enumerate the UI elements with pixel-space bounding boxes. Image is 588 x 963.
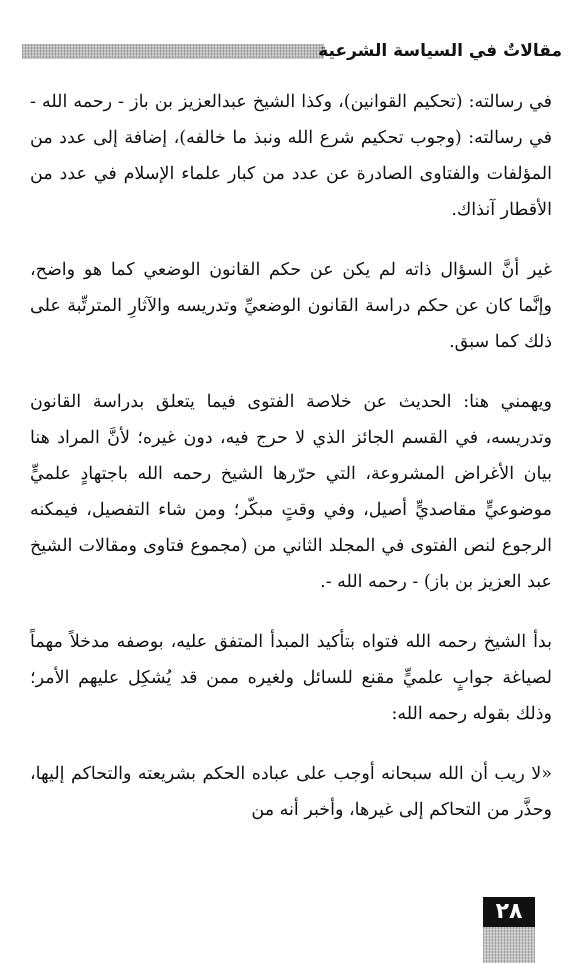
running-header: [22, 38, 562, 66]
page-number: ٢٨: [483, 897, 535, 927]
paragraph-2: غير أنَّ السؤال ذاته لم يكن عن حكم القانون الوضعي كما هو واضح، وإنَّما كان عن حكم دراسة القانون الوضعيِّ وتدريسه والآثارِ المترتِّبة على ذلك كما سبق.: [30, 260, 552, 352]
paragraph-4: بدأ الشيخ رحمه الله فتواه بتأكيد المبدأ المتفق عليه، بوصفه مدخلاً مهماً لصياغة جوابٍ علميٍّ مقنع للسائل ولغيره ممن قد يُشكِل عليهم الأمر؛ وذلك بقوله رحمه الله:: [30, 632, 552, 724]
paragraph-1: في رسالته: (تحكيم القوانين)، وكذا الشيخ عبدالعزيز بن باز - رحمه الله - في رسالته: (وجوب تحكيم شرع الله ونبذ ما خالفه)، إضافة إلى عدد من المؤلفات والفتاوى الصادرة عن عدد من كبار علماء الإسلام في عدد من الأقطار آنذاك.: [30, 92, 552, 220]
paragraph-3: ويهمني هنا: الحديث عن خلاصة الفتوى فيما يتعلق بدراسة القانون وتدريسه، في القسم الجائز الذي لا حرج فيه، دون غيره؛ لأنَّ المراد هنا بيان الأغراض المشروعة، التي حرّرها الشيخ رحمه الله باجتهادٍ علميٍّ موضوعيٍّ مقاصديٍّ أصيل، وفي وقتٍ مبكّر؛ ومن شاء التفصيل، فيمكنه الرجوع لنص الفتوى في المجلد الثاني من (مجموع فتاوى ومقالات الشيخ عبد العزيز بن باز) - رحمه الله -.: [30, 392, 552, 592]
page-body: [30, 84, 552, 852]
page-number-tab: [483, 897, 535, 963]
page-number-decorative-band: [483, 927, 535, 963]
paragraph-5: «لا ريب أن الله سبحانه أوجب على عباده الحكم بشريعته والتحاكم إليها، وحذَّر من التحاكم إلى غيرها، وأخبر أنه من: [30, 764, 552, 820]
book-title: مقالاتٌ في السياسة الشرعية: [318, 41, 562, 61]
header-decorative-band: [22, 44, 324, 59]
